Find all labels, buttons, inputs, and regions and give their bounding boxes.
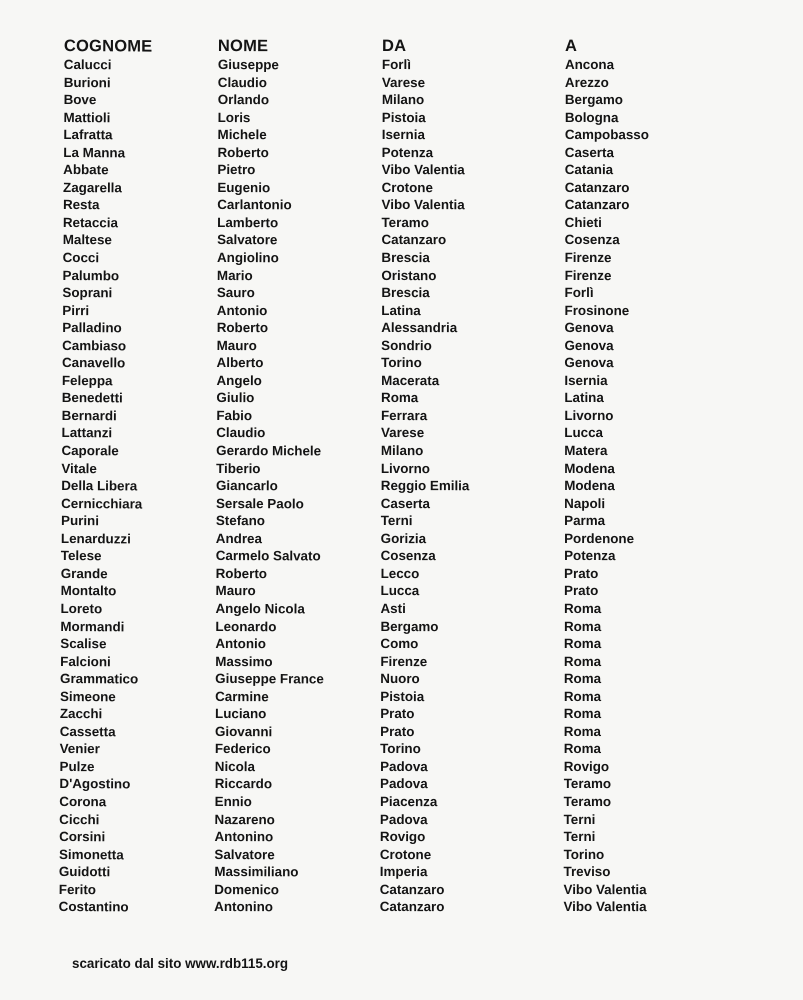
- nome-cell: Nicola: [214, 758, 256, 775]
- da-cell: Oristano: [381, 267, 437, 283]
- cognome-cell: Montalto: [60, 583, 117, 599]
- cognome-cell: Ferito: [58, 881, 97, 897]
- a-cell: Matera: [564, 443, 608, 459]
- a-cell: Latina: [564, 390, 604, 406]
- da-cell: Latina: [381, 302, 421, 318]
- nome-cell: Carlantonio: [217, 197, 292, 213]
- a-cell: Frosinone: [564, 302, 630, 318]
- nome-cell: Domenico: [214, 881, 280, 897]
- da-cell: Catanzaro: [381, 232, 447, 248]
- a-cell: Prato: [564, 565, 599, 581]
- da-cell: Catanzaro: [379, 881, 445, 897]
- cognome-cell: Corona: [59, 793, 107, 810]
- cognome-cell: Feleppa: [61, 372, 113, 389]
- da-cell: Gorizia: [380, 530, 427, 546]
- a-cell: Potenza: [564, 548, 616, 564]
- da-cell: Padova: [380, 758, 428, 774]
- a-cell: Genova: [564, 320, 614, 336]
- nome-cell: Massimiliano: [214, 864, 299, 880]
- nome-cell: Gerardo Michele: [216, 443, 322, 459]
- nome-cell: Stefano: [215, 513, 266, 529]
- nome-cell: Michele: [217, 127, 267, 143]
- cognome-cell: Retaccia: [62, 214, 118, 231]
- a-cell: Vibo Valentia: [563, 899, 647, 915]
- nome-cell: Roberto: [216, 320, 269, 336]
- da-cell: Terni: [380, 513, 413, 529]
- nome-cell: Antonio: [216, 302, 268, 318]
- da-cell: Vibo Valentia: [381, 162, 465, 178]
- a-cell: Firenze: [564, 267, 612, 283]
- da-cell: Nuoro: [380, 671, 420, 687]
- da-cell: Teramo: [381, 214, 429, 231]
- cognome-cell: Telese: [60, 548, 102, 564]
- da-cell: Caserta: [380, 495, 430, 511]
- a-cell: Ancona: [564, 56, 615, 73]
- nome-cell: Eugenio: [217, 179, 271, 196]
- cognome-cell: Simeone: [59, 688, 116, 705]
- a-cell: Roma: [563, 653, 602, 669]
- a-cell: Forlì: [564, 285, 594, 301]
- cognome-cell: Grande: [60, 565, 108, 582]
- nome-cell: Angelo: [216, 372, 262, 389]
- cognome-cell: Simonetta: [58, 846, 124, 862]
- a-cell: Roma: [563, 723, 602, 739]
- da-cell: Bergamo: [380, 618, 439, 634]
- nome-cell: Angelo Nicola: [215, 600, 305, 617]
- nome-cell: Salvatore: [214, 846, 275, 862]
- cognome-cell: Abbate: [63, 162, 109, 178]
- cognome-cell: Canavello: [61, 355, 126, 371]
- cognome-cell: Maltese: [62, 232, 112, 248]
- nome-cell: Roberto: [217, 144, 269, 160]
- a-cell: Bergamo: [564, 92, 623, 108]
- da-cell: Ferrara: [380, 407, 428, 424]
- da-cell: Brescia: [381, 250, 430, 266]
- a-cell: Rovigo: [563, 758, 610, 774]
- nome-cell: Riccardo: [214, 776, 273, 792]
- da-cell: Brescia: [381, 285, 430, 301]
- cognome-cell: Lafratta: [63, 127, 113, 143]
- header-cognome: COGNOME: [63, 36, 153, 56]
- da-cell: Varese: [381, 74, 426, 90]
- cognome-cell: Pulze: [59, 758, 95, 775]
- da-cell: Pistoia: [380, 688, 425, 704]
- nome-cell: Mauro: [216, 337, 257, 353]
- cognome-cell: Grammatico: [60, 671, 139, 687]
- cognome-cell: Mattioli: [63, 109, 111, 125]
- da-cell: Piacenza: [379, 793, 438, 810]
- da-cell: Como: [380, 636, 419, 652]
- a-cell: Catania: [564, 162, 614, 178]
- header-a: A: [564, 37, 578, 56]
- cognome-cell: Resta: [62, 197, 100, 213]
- cognome-cell: Loreto: [60, 600, 103, 617]
- a-cell: Parma: [564, 513, 606, 529]
- nome-cell: Tiberio: [216, 460, 261, 476]
- cognome-cell: Della Libera: [61, 478, 138, 494]
- cognome-cell: Cernicchiara: [61, 495, 143, 512]
- cognome-cell: Zagarella: [63, 179, 122, 196]
- column-nome: [214, 36, 326, 916]
- da-cell: Varese: [380, 425, 425, 441]
- da-cell: Lecco: [380, 565, 420, 581]
- a-cell: Torino: [563, 846, 605, 862]
- cognome-cell: Pirri: [62, 302, 90, 318]
- nome-cell: Giovanni: [214, 723, 273, 740]
- nome-cell: Antonio: [215, 636, 266, 652]
- column-a: [563, 36, 649, 916]
- da-list: [380, 56, 471, 916]
- nome-cell: Federico: [214, 741, 271, 757]
- da-cell: Crotone: [379, 846, 432, 862]
- cognome-cell: Cassetta: [59, 723, 116, 740]
- a-cell: Roma: [563, 688, 602, 704]
- column-da: [380, 36, 471, 916]
- a-cell: Teramo: [563, 793, 612, 810]
- nome-cell: Claudio: [216, 425, 266, 441]
- cognome-cell: Zacchi: [59, 706, 103, 722]
- cognome-cell: Caporale: [61, 443, 119, 459]
- nome-cell: Orlando: [217, 92, 270, 108]
- a-cell: Treviso: [563, 864, 611, 880]
- nome-cell: Lamberto: [217, 214, 279, 231]
- nome-cell: Loris: [217, 109, 251, 125]
- cognome-cell: Vitale: [61, 460, 97, 476]
- da-cell: Torino: [381, 355, 422, 371]
- da-cell: Padova: [379, 811, 428, 827]
- nome-cell: Ennio: [214, 793, 252, 810]
- nome-cell: Leonardo: [215, 618, 277, 634]
- cognome-list: [59, 56, 153, 916]
- cognome-cell: Palladino: [62, 320, 122, 336]
- a-cell: Roma: [563, 671, 602, 687]
- a-cell: Napoli: [564, 495, 606, 511]
- a-cell: Vibo Valentia: [563, 881, 647, 897]
- a-cell: Prato: [564, 583, 599, 599]
- a-cell: Roma: [563, 600, 602, 617]
- a-list: [563, 56, 649, 916]
- a-cell: Livorno: [564, 407, 614, 424]
- a-cell: Modena: [564, 478, 615, 494]
- nome-cell: Antonino: [214, 829, 274, 845]
- a-cell: Lucca: [564, 425, 604, 441]
- a-cell: Genova: [564, 337, 614, 353]
- da-cell: Lucca: [380, 583, 420, 599]
- nome-list: [214, 56, 326, 916]
- da-cell: Cosenza: [380, 548, 436, 564]
- a-cell: Arezzo: [564, 74, 609, 90]
- da-cell: Forlì: [381, 56, 411, 73]
- cognome-cell: Bernardi: [61, 407, 117, 424]
- a-cell: Roma: [563, 741, 601, 757]
- cognome-cell: Scalise: [60, 636, 107, 652]
- da-cell: Reggio Emilia: [380, 478, 470, 494]
- a-cell: Isernia: [564, 372, 608, 388]
- da-cell: Rovigo: [379, 829, 426, 845]
- nome-cell: Mauro: [215, 583, 256, 599]
- a-cell: Cosenza: [564, 232, 620, 248]
- da-cell: Padova: [380, 776, 428, 792]
- a-cell: Bologna: [564, 109, 619, 125]
- a-cell: Catanzaro: [564, 197, 630, 213]
- da-cell: Vibo Valentia: [381, 197, 465, 213]
- nome-cell: Mario: [216, 267, 253, 283]
- nome-cell: Giuseppe: [217, 56, 279, 73]
- da-cell: Imperia: [379, 864, 428, 880]
- column-cognome: [59, 36, 153, 916]
- da-cell: Alessandria: [381, 320, 458, 336]
- da-cell: Roma: [381, 390, 419, 406]
- nome-cell: Luciano: [215, 706, 267, 722]
- a-cell: Teramo: [563, 776, 612, 792]
- a-cell: Terni: [563, 829, 596, 845]
- a-cell: Roma: [563, 636, 602, 652]
- cognome-cell: Costantino: [58, 899, 129, 915]
- cognome-cell: Guidotti: [58, 864, 111, 880]
- nome-cell: Claudio: [217, 74, 267, 90]
- cognome-cell: Soprani: [62, 285, 113, 301]
- da-cell: Catanzaro: [379, 899, 445, 915]
- source-footer: scaricato dal sito www.rdb115.org: [72, 956, 289, 971]
- nome-cell: Angiolino: [217, 250, 279, 266]
- da-cell: Torino: [380, 741, 421, 757]
- header-da: DA: [381, 36, 407, 56]
- cognome-cell: Cocci: [62, 250, 100, 266]
- nome-cell: Fabio: [216, 407, 253, 424]
- a-cell: Pordenone: [564, 530, 635, 546]
- nome-cell: Antonino: [214, 899, 273, 915]
- nome-cell: Alberto: [216, 355, 264, 371]
- cognome-cell: Palumbo: [62, 267, 120, 283]
- da-cell: Macerata: [381, 372, 440, 388]
- nome-cell: Andrea: [215, 530, 262, 546]
- cognome-cell: Cicchi: [59, 811, 100, 827]
- a-cell: Roma: [563, 706, 602, 722]
- da-cell: Asti: [380, 600, 406, 617]
- nome-cell: Giuseppe France: [215, 671, 324, 687]
- nome-cell: Roberto: [215, 565, 268, 582]
- cognome-cell: Lattanzi: [61, 425, 113, 441]
- header-nome: NOME: [217, 36, 269, 56]
- da-cell: Milano: [380, 443, 424, 459]
- nome-cell: Sersale Paolo: [215, 495, 304, 512]
- nome-cell: Giancarlo: [216, 478, 278, 494]
- da-cell: Potenza: [381, 144, 434, 160]
- a-cell: Terni: [563, 811, 596, 827]
- da-cell: Milano: [381, 92, 425, 108]
- cognome-cell: Mormandi: [60, 618, 125, 634]
- cognome-cell: Calucci: [63, 56, 112, 73]
- cognome-cell: La Manna: [63, 144, 126, 161]
- cognome-cell: Burioni: [63, 74, 111, 90]
- da-cell: Firenze: [380, 653, 428, 669]
- cognome-cell: Cambiaso: [62, 337, 127, 354]
- cognome-cell: Venier: [59, 741, 100, 757]
- a-cell: Genova: [564, 355, 614, 371]
- a-cell: Chieti: [564, 214, 602, 230]
- cognome-cell: Corsini: [59, 829, 106, 845]
- nome-cell: Nazareno: [214, 811, 275, 827]
- nome-cell: Salvatore: [217, 232, 278, 248]
- a-cell: Catanzaro: [564, 179, 630, 195]
- a-cell: Modena: [564, 460, 615, 476]
- nome-cell: Giulio: [216, 390, 255, 406]
- da-cell: Livorno: [380, 460, 430, 476]
- da-cell: Pistoia: [381, 109, 426, 125]
- nome-cell: Massimo: [215, 653, 273, 669]
- a-cell: Roma: [563, 618, 602, 634]
- nome-cell: Pietro: [217, 162, 256, 178]
- nome-cell: Carmelo Salvato: [215, 548, 321, 564]
- a-cell: Caserta: [564, 144, 614, 160]
- nome-cell: Sauro: [216, 285, 255, 301]
- cognome-cell: Purini: [60, 513, 100, 529]
- nome-cell: Carmine: [215, 688, 269, 704]
- da-cell: Prato: [380, 706, 415, 722]
- a-cell: Campobasso: [564, 127, 649, 143]
- cognome-cell: Lenarduzzi: [60, 530, 131, 547]
- cognome-cell: D'Agostino: [59, 776, 131, 792]
- cognome-cell: Benedetti: [61, 390, 123, 406]
- cognome-cell: Falcioni: [60, 653, 111, 669]
- da-cell: Sondrio: [381, 337, 432, 353]
- cognome-cell: Bove: [63, 92, 97, 108]
- a-cell: Firenze: [564, 250, 612, 266]
- da-cell: Isernia: [381, 127, 425, 143]
- da-cell: Crotone: [381, 179, 433, 195]
- da-cell: Prato: [380, 723, 415, 739]
